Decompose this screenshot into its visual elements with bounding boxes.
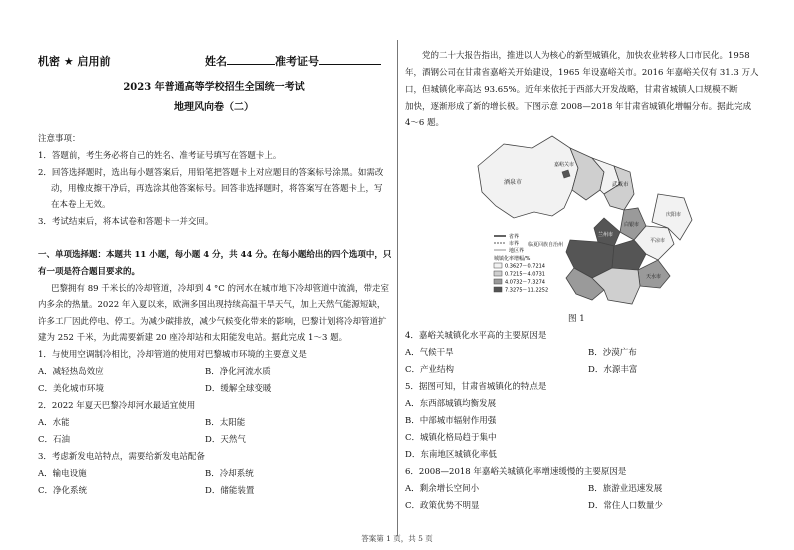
option-5b: B．中部城市辐射作用强 — [405, 416, 497, 426]
legend-province: 省界 — [509, 234, 520, 240]
page-footer: 答案第 1 页，共 5 页 — [361, 534, 433, 543]
option-2a: A．水能 — [38, 418, 70, 428]
option-2c: C．石油 — [38, 435, 71, 445]
section-heading: 一、单项选择题：本题共 11 小题，每小题 4 分，共 44 分。在每小题给出的四个选项中，只 — [38, 250, 392, 260]
question-3: 3．考虑新发电站特点，需要给新发电站配备 — [38, 452, 205, 462]
map-label-jiayuguan: 嘉峪关市 — [554, 162, 575, 168]
notice-item: 在本卷上无效。 — [51, 200, 111, 210]
question-6: 6．2008—2018 年嘉峪关城镇化率增速缓慢的主要原因是 — [405, 467, 627, 477]
secret-label: 机密 ★ 启用前 — [38, 55, 111, 68]
question-1: 1．与使用空调制冷相比，冷却管道的使用对巴黎城市环境的主要意义是 — [38, 350, 307, 360]
exam-subtitle: 地理风向卷（二） — [174, 102, 254, 113]
legend-bin-1: 0.3627～0.7214 — [505, 263, 545, 270]
gansu-map — [474, 128, 696, 306]
option-6b: B．旅游业迅速发展 — [588, 484, 663, 494]
option-2d: D．天然气 — [205, 435, 246, 445]
option-3d: D．储能装置 — [205, 486, 255, 496]
notice-item: 动，用橡皮擦干净后，再选涂其他答案标号。回答非选择题时，将答案写在答题卡上，写 — [51, 184, 383, 194]
legend-bin-2: 0.7215～4.0731 — [505, 271, 545, 278]
option-4a: A．气候干旱 — [405, 348, 454, 358]
option-1c: C．美化城市环境 — [38, 384, 105, 394]
legend-city: 市界 — [509, 241, 520, 247]
map-label-qingyang: 庆阳市 — [666, 212, 682, 218]
question-2: 2．2022 年夏天巴黎冷却河水最适宜使用 — [38, 401, 196, 411]
option-2b: B．太阳能 — [205, 418, 246, 428]
name-label: 姓名 — [205, 55, 227, 68]
option-1b: B．净化河流水质 — [205, 367, 271, 377]
passage-line: 4～6 题。 — [405, 118, 445, 128]
notice-item: 2．回答选择题时，选出每小题答案后，用铅笔把答题卡上对应题目的答案标号涂黑。如需改 — [38, 168, 384, 178]
map-label-tianshui: 天水市 — [646, 274, 662, 280]
passage-line: 口，但城镇化率高达 93.65%。近年来依托于西部大开发战略，甘肃省城镇人口规模不断 — [405, 85, 738, 95]
option-6c: C．政策优势不明显 — [405, 501, 480, 511]
passage-line: 巴黎拥有 89 千米长的冷却管道，冷却到 4 °C 的河水在城市地下冷却管道中流淌，带走室 — [51, 284, 389, 294]
map-label-lanzhou: 兰州市 — [598, 232, 614, 238]
option-3c: C．净化系统 — [38, 486, 88, 496]
option-6d: D．常住人口数量少 — [588, 501, 663, 511]
notice-heading: 注意事项： — [38, 134, 81, 144]
legend-bin-4: 7.3275～11.2252 — [505, 287, 549, 294]
map-label-baiyin: 白银市 — [624, 222, 640, 228]
notice-item: 1．答题前，考生务必将自己的姓名、准考证号填写在答题卡上。 — [38, 151, 282, 161]
option-5a: A．东西部城镇均衡发展 — [405, 399, 497, 409]
ticket-label: 准考证号 — [275, 55, 319, 68]
ticket-blank — [319, 54, 381, 65]
question-4: 4．嘉峪关城镇化水平高的主要原因是 — [405, 331, 547, 341]
option-3b: B．冷却系统 — [205, 469, 254, 479]
option-1d: D．缓解全球变暖 — [205, 384, 272, 394]
option-5d: D．东南地区城镇化率低 — [405, 450, 497, 460]
option-6a: A．剩余增长空间小 — [405, 484, 480, 494]
passage-line: 内多余的热量。2022 年入夏以来，欧洲多国出现持续高温干旱天气，加上天然气能源短缺， — [38, 300, 386, 310]
column-divider — [397, 40, 398, 536]
option-3a: A．输电设施 — [38, 469, 87, 479]
legend-bin-3: 4.0732～7.3274 — [505, 279, 545, 286]
map-label-jiuquan: 酒泉市 — [504, 179, 523, 186]
map-label-linxia-gannan: 临夏回族自治州 — [528, 242, 564, 248]
figure-caption: 图 1 — [568, 314, 585, 324]
option-5c: C．城镇化格局趋于集中 — [405, 433, 497, 443]
map-label-pingliang: 平凉市 — [650, 238, 666, 244]
option-1a: A．减轻热岛效应 — [38, 367, 104, 377]
passage-line: 建为 252 千米，为此需要新建 20 座冷却站和太阳能发电站。据此完成 1～3 题。 — [38, 333, 348, 343]
section-heading-cont: 有一项是符合题目要求的。 — [38, 267, 141, 277]
passage-line: 党的二十大报告指出，推进以人为核心的新型城镇化，加快农业转移人口市民化。1958 — [422, 51, 750, 61]
legend-region: 地区界 — [509, 248, 525, 254]
option-4d: D．水源丰富 — [588, 365, 638, 375]
exam-title: 2023 年普通高等学校招生全国统一考试 — [123, 82, 305, 93]
option-4c: C．产业结构 — [405, 365, 455, 375]
passage-line: 加快，逐渐形成了新的增长极。下图示意 2008—2018 年甘肃省城镇化增幅分布。据此完成 — [405, 102, 752, 112]
passage-line: 许多工厂因此停电、停工。为减少碳排放，减少气候变化带来的影响，巴黎计划将冷却管道扩 — [38, 317, 387, 327]
name-blank — [227, 54, 275, 65]
name-ticket-line — [205, 53, 381, 69]
notice-item: 3．考试结束后，将本试卷和答题卡一并交回。 — [38, 217, 214, 227]
legend-title: 城镇化率增幅/% — [494, 256, 531, 262]
map-region-jiuquan — [478, 136, 578, 218]
map-label-wuwei: 武威市 — [612, 182, 629, 188]
question-5: 5．据图可知，甘肃省城镇化的特点是 — [405, 382, 547, 392]
option-4b: B．沙漠广布 — [588, 348, 637, 358]
passage-line: 年，酒钢公司在甘肃省嘉峪关开始建设，1965 年设嘉峪关市。2016 年嘉峪关仅有 31.3 万人 — [405, 68, 759, 78]
